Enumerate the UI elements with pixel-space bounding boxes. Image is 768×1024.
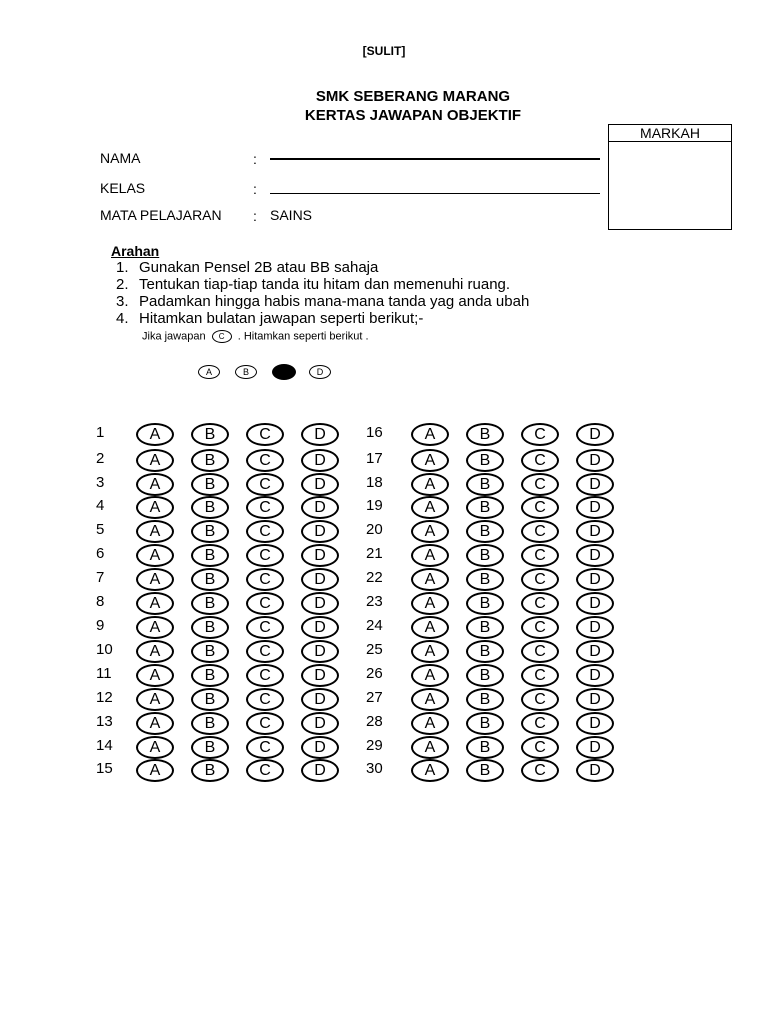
answer-bubble-b[interactable]: B [466,449,504,472]
answer-bubble-b[interactable]: B [191,520,229,543]
answer-bubble-b[interactable]: B [466,423,504,446]
answer-bubble-a[interactable]: A [411,616,449,639]
answer-bubble-c[interactable]: C [246,688,284,711]
answer-bubble-b[interactable]: B [466,473,504,496]
answer-bubble-d[interactable]: D [301,736,339,759]
answer-bubble-a[interactable]: A [136,473,174,496]
question-number: 30 [366,760,383,777]
answer-bubble-b[interactable]: B [466,664,504,687]
question-number: 26 [366,665,383,682]
answer-bubble-d[interactable]: D [576,473,614,496]
answer-bubble-a[interactable]: A [411,592,449,615]
answer-bubble-b[interactable]: B [466,616,504,639]
answer-bubble-d[interactable]: D [301,496,339,519]
answer-bubble-b[interactable]: B [191,423,229,446]
example-answer-bubble: C [212,330,232,343]
example-filled-bubble [272,364,296,380]
answer-bubble-a[interactable]: A [411,496,449,519]
answer-bubble-d[interactable]: D [576,544,614,567]
answer-bubble-a[interactable]: A [411,640,449,663]
answer-bubble-b[interactable]: B [466,640,504,663]
mata-pelajaran-value: SAINS [270,207,313,223]
answer-bubble-c[interactable]: C [521,736,559,759]
answer-bubble-c[interactable]: C [246,544,284,567]
answer-bubble-b[interactable]: B [466,544,504,567]
example-option-bubble: B [235,365,257,379]
answer-bubble-a[interactable]: A [136,568,174,591]
nama-field[interactable] [270,158,600,160]
answer-bubble-c[interactable]: C [246,592,284,615]
question-number: 10 [96,641,113,658]
question-number: 7 [96,569,105,586]
question-number: 17 [366,450,383,467]
answer-bubble-a[interactable]: A [411,759,449,782]
answer-bubble-c[interactable]: C [521,688,559,711]
answer-bubble-b[interactable]: B [466,496,504,519]
answer-bubble-c[interactable]: C [521,640,559,663]
answer-bubble-c[interactable]: C [521,759,559,782]
answer-bubble-c[interactable]: C [246,520,284,543]
answer-bubble-a[interactable]: A [411,688,449,711]
answer-bubble-b[interactable]: B [191,664,229,687]
answer-bubble-a[interactable]: A [136,496,174,519]
answer-bubble-d[interactable]: D [576,616,614,639]
answer-bubble-d[interactable]: D [576,712,614,735]
answer-bubble-b[interactable]: B [191,640,229,663]
answer-bubble-d[interactable]: D [301,520,339,543]
answer-bubble-b[interactable]: B [191,544,229,567]
answer-bubble-b[interactable]: B [191,712,229,735]
answer-bubble-a[interactable]: A [136,688,174,711]
example-prefix: Jika jawapan [142,330,206,343]
question-number: 15 [96,760,113,777]
school-name: SMK SEBERANG MARANG [315,88,511,105]
answer-bubble-d[interactable]: D [301,759,339,782]
question-number: 8 [96,593,105,610]
answer-bubble-d[interactable]: D [576,736,614,759]
answer-bubble-a[interactable]: A [136,640,174,663]
answer-bubble-a[interactable]: A [411,520,449,543]
answer-bubble-c[interactable]: C [246,759,284,782]
answer-bubble-b[interactable]: B [191,616,229,639]
instruction-number: 1. [116,259,129,276]
question-number: 18 [366,474,383,491]
answer-bubble-a[interactable]: A [411,712,449,735]
question-number: 2 [96,450,105,467]
question-number: 29 [366,737,383,754]
question-number: 16 [366,424,383,441]
mata-pelajaran-colon: : [253,208,257,224]
answer-bubble-d[interactable]: D [576,592,614,615]
example-option-bubble: A [198,365,220,379]
answer-bubble-b[interactable]: B [191,473,229,496]
answer-bubble-c[interactable]: C [246,664,284,687]
answer-bubble-a[interactable]: A [411,423,449,446]
answer-bubble-d[interactable]: D [576,664,614,687]
question-number: 9 [96,617,105,634]
answer-bubble-c[interactable]: C [246,736,284,759]
answer-bubble-d[interactable]: D [301,616,339,639]
answer-bubble-b[interactable]: B [191,496,229,519]
answer-bubble-d[interactable]: D [576,640,614,663]
answer-bubble-b[interactable]: B [191,736,229,759]
answer-bubble-c[interactable]: C [246,616,284,639]
answer-bubble-d[interactable]: D [301,640,339,663]
markah-label: MARKAH [609,125,731,142]
instruction-number: 2. [116,276,129,293]
answer-bubble-a[interactable]: A [411,473,449,496]
answer-bubble-c[interactable]: C [521,423,559,446]
answer-bubble-d[interactable]: D [576,568,614,591]
question-number: 19 [366,497,383,514]
answer-bubble-a[interactable]: A [136,592,174,615]
answer-bubble-b[interactable]: B [466,759,504,782]
question-number: 1 [96,424,105,441]
answer-bubble-a[interactable]: A [136,712,174,735]
answer-bubble-c[interactable]: C [246,568,284,591]
answer-bubble-c[interactable]: C [521,520,559,543]
answer-bubble-d[interactable]: D [301,688,339,711]
answer-bubble-b[interactable]: B [466,520,504,543]
answer-bubble-c[interactable]: C [521,473,559,496]
answer-bubble-b[interactable]: B [191,449,229,472]
answer-bubble-c[interactable]: C [246,496,284,519]
answer-bubble-a[interactable]: A [411,544,449,567]
instruction-number: 3. [116,293,129,310]
classification-label: [SULIT] [362,44,406,58]
answer-bubble-a[interactable]: A [411,736,449,759]
instruction-text: Hitamkan bulatan jawapan seperti berikut;- [139,310,424,327]
kelas-field[interactable] [270,193,600,194]
example-sentence [142,330,369,343]
question-number: 13 [96,713,113,730]
answer-bubble-a[interactable]: A [136,759,174,782]
question-number: 21 [366,545,383,562]
question-number: 28 [366,713,383,730]
answer-bubble-d[interactable]: D [301,664,339,687]
answer-bubble-b[interactable]: B [466,568,504,591]
answer-bubble-a[interactable]: A [136,736,174,759]
answer-bubble-b[interactable]: B [191,592,229,615]
answer-bubble-d[interactable]: D [576,496,614,519]
answer-bubble-d[interactable]: D [576,759,614,782]
question-number: 6 [96,545,105,562]
mata-pelajaran-label: MATA PELAJARAN [100,207,222,223]
nama-colon: : [253,151,257,167]
question-number: 22 [366,569,383,586]
answer-bubble-b[interactable]: B [191,759,229,782]
question-number: 12 [96,689,113,706]
answer-bubble-d[interactable]: D [301,568,339,591]
answer-bubble-a[interactable]: A [136,664,174,687]
example-suffix: . Hitamkan seperti berikut . [237,330,369,343]
question-number: 20 [366,521,383,538]
question-number: 11 [96,665,112,682]
answer-bubble-c[interactable]: C [246,423,284,446]
answer-bubble-c[interactable]: C [246,473,284,496]
answer-bubble-c[interactable]: C [521,449,559,472]
answer-bubble-c[interactable]: C [246,640,284,663]
answer-bubble-d[interactable]: D [576,423,614,446]
kelas-label: KELAS [100,180,146,196]
question-number: 14 [96,737,113,754]
answer-bubble-a[interactable]: A [136,520,174,543]
answer-bubble-c[interactable]: C [246,449,284,472]
instruction-text: Padamkan hingga habis mana-mana tanda yag anda ubah [139,293,530,310]
question-number: 23 [366,593,383,610]
instruction-text: Tentukan tiap-tiap tanda itu hitam dan memenuhi ruang. [139,276,511,293]
answer-bubble-d[interactable]: D [301,592,339,615]
question-number: 27 [366,689,383,706]
answer-bubble-a[interactable]: A [411,568,449,591]
instruction-text: Gunakan Pensel 2B atau BB sahaja [139,259,379,276]
question-number: 5 [96,521,105,538]
instruction-number: 4. [116,310,129,327]
answer-bubble-a[interactable]: A [136,616,174,639]
answer-bubble-b[interactable]: B [466,688,504,711]
question-number: 3 [96,474,105,491]
nama-label: NAMA [100,150,141,166]
answer-bubble-a[interactable]: A [411,449,449,472]
answer-bubble-d[interactable]: D [301,449,339,472]
answer-bubble-d[interactable]: D [301,473,339,496]
answer-bubble-a[interactable]: A [136,423,174,446]
answer-bubble-c[interactable]: C [521,568,559,591]
answer-bubble-d[interactable]: D [301,423,339,446]
answer-bubble-c[interactable]: C [521,592,559,615]
instructions-heading: Arahan [111,243,160,259]
question-number: 4 [96,497,105,514]
sheet-title: KERTAS JAWAPAN OBJEKTIF [304,107,522,124]
answer-bubble-a[interactable]: A [136,544,174,567]
answer-bubble-d[interactable]: D [576,449,614,472]
answer-bubble-b[interactable]: B [466,736,504,759]
answer-bubble-c[interactable]: C [521,544,559,567]
answer-bubble-c[interactable]: C [521,712,559,735]
answer-bubble-c[interactable]: C [521,616,559,639]
answer-bubble-b[interactable]: B [466,712,504,735]
answer-bubble-d[interactable]: D [576,520,614,543]
question-number: 24 [366,617,383,634]
markah-box [608,124,732,230]
answer-bubble-c[interactable]: C [246,712,284,735]
question-number: 25 [366,641,383,658]
answer-bubble-b[interactable]: B [191,688,229,711]
answer-bubble-a[interactable]: A [411,664,449,687]
kelas-colon: : [253,181,257,197]
answer-bubble-c[interactable]: C [521,496,559,519]
answer-bubble-d[interactable]: D [576,688,614,711]
answer-bubble-a[interactable]: A [136,449,174,472]
answer-bubble-b[interactable]: B [466,592,504,615]
answer-bubble-d[interactable]: D [301,544,339,567]
answer-bubble-b[interactable]: B [191,568,229,591]
example-option-bubble: D [309,365,331,379]
answer-bubble-d[interactable]: D [301,712,339,735]
answer-bubble-c[interactable]: C [521,664,559,687]
